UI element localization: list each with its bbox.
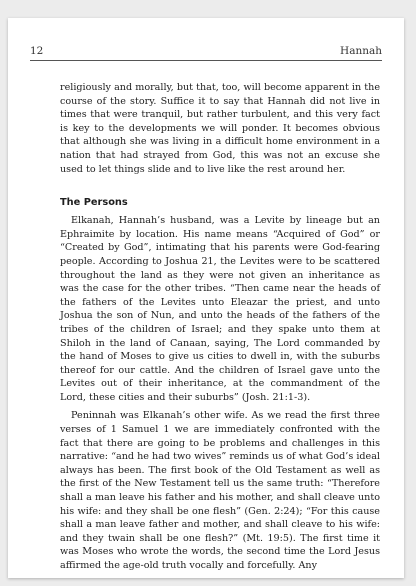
- paragraph-elkanah: Elkanah, Hannah’s husband, was a Levite by lineage but an Ephraimite by location. His name means “Acquired of God” or “Created by God”, intimating that his parents were God-fearing people. According to Joshua 21, the Levites were to be scattered throughout the land as they were not given an inheritance as was the case for the other tribes. “Then came near the heads of the fathers of the Levites unto Eleazar the priest, and unto Joshua the son of Nun, and unto the heads of the fathers of the tribes of the children of Israel; and they spake unto them at Shiloh in the land of Canaan, saying, The Lord commanded by the hand of Moses to give us cities to dwell in, with the suburbs thereof for our cattle. And the children of Israel gave unto the Levites out of their inheritance, at the commandment of the Lord, these cities and their suburbs” (Josh. 21:1-3).: [60, 215, 380, 403]
- book-page: [8, 18, 404, 578]
- running-title: Hannah: [340, 45, 382, 57]
- section-heading: The Persons: [60, 197, 128, 209]
- paragraph-peninnah: Peninnah was Elkanah’s other wife. As we read the first three verses of 1 Samuel 1 we are immediately confronted with the fact that there are going to be problems and challenges in this narrative: “and he had two wives” reminds us of what God’s ideal always has been. The first book of the Old Testament as well as the first of the New Testament tell us the same truth: “Therefore shall a man leave his father and his mother, and shall cleave unto his wife: and they shall be one flesh” (Gen. 2:24); “For this cause shall a man leave father and mother, and shall cleave to his wife: and they twain shall be one flesh?” (Mt. 19:5). The first time it was Moses who wrote the words, the second time the Lord Jesus affirmed the age-old truth vocally and forcefully. Any: [60, 410, 380, 571]
- page-number: 12: [30, 45, 44, 57]
- header-rule: [30, 60, 382, 61]
- page-body: [60, 81, 380, 573]
- page-header: [30, 44, 382, 58]
- paragraph-continued: religiously and morally, but that, too, will become apparent in the course of the story. Suffice it to say that Hannah did not live in times that were tranquil, but rather turbulent, and this very fact is key to the developments we will ponder. It becomes obvious that although she was living in a difficult home environment in a nation that had strayed from God, this was not an excuse she used to let things slide and to live like the rest around her.: [60, 82, 380, 175]
